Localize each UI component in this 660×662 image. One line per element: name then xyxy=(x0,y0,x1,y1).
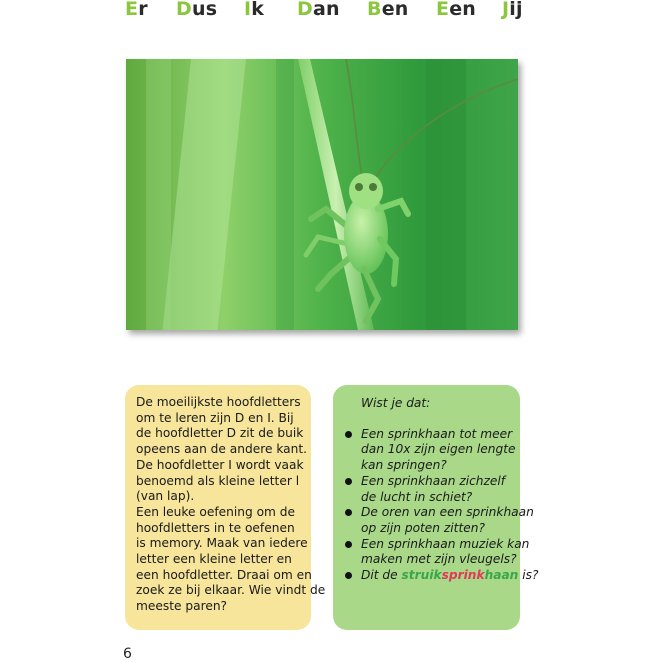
info-line: is memory. Maak van iedere xyxy=(136,536,308,551)
wist-je-dat-box xyxy=(333,385,539,630)
info-line: benoemd als kleine letter l xyxy=(136,473,300,488)
hoofdletters-info-box xyxy=(125,385,326,630)
info-line: (van lap). xyxy=(136,489,195,504)
wist-je-dat-heading: Wist je dat: xyxy=(361,396,431,410)
fact-item: De oren van een sprinkhaan op zijn poten zitten? xyxy=(343,505,514,536)
word-dus: Dus xyxy=(176,0,218,20)
haan-word-part: haan xyxy=(484,568,519,583)
word-een: Een xyxy=(436,0,477,20)
fact-item: Een sprinkhaan zichzelf de lucht in schiet? xyxy=(343,474,514,505)
word-dan: Dan xyxy=(297,0,340,20)
word-ben: Ben xyxy=(367,0,409,20)
word-er: Er xyxy=(125,0,148,20)
grasshopper-illustration xyxy=(126,59,518,330)
info-line: De hoofdletter I wordt vaak xyxy=(136,457,304,472)
struik-word-part: struik xyxy=(401,568,442,583)
bullet-icon xyxy=(345,509,352,516)
fact-item: Een sprinkhaan muziek kan maken met zijn vleugels? xyxy=(343,537,514,568)
info-line: hoofdletters in te oefenen xyxy=(136,520,295,535)
info-line: Een leuke oefening om de xyxy=(136,504,296,519)
info-line: letter een kleine letter en xyxy=(136,552,292,567)
info-line: opeens aan de andere kant. xyxy=(136,442,308,457)
info-line: de hoofdletter D zit de buik xyxy=(136,426,304,441)
bullet-icon xyxy=(345,572,352,579)
bullet-icon xyxy=(345,431,352,438)
bullet-icon xyxy=(345,478,352,485)
info-line: een hoofdletter. Draai om en xyxy=(136,567,312,582)
info-line: om te leren zijn D en I. Bij xyxy=(136,410,294,425)
word-jij: Jij xyxy=(502,0,523,20)
fact-item: Een sprinkhaan tot meer dan 10x zijn eigen lengte kan springen? xyxy=(343,427,514,474)
grasshopper-photo xyxy=(126,59,518,330)
word-header xyxy=(0,0,660,24)
fact-item-struiksprinkhaan: Dit de struiksprinkhaan is? xyxy=(343,568,514,584)
bullet-icon xyxy=(345,541,352,548)
info-line: zoek ze bij elkaar. Wie vindt de xyxy=(136,583,326,598)
page-number: 6 xyxy=(123,646,132,662)
sprink-word-part: sprink xyxy=(441,568,485,583)
info-line: De moeilijkste hoofdletters xyxy=(136,395,301,409)
info-line: meeste paren? xyxy=(136,599,228,614)
word-ik: Ik xyxy=(244,0,265,20)
